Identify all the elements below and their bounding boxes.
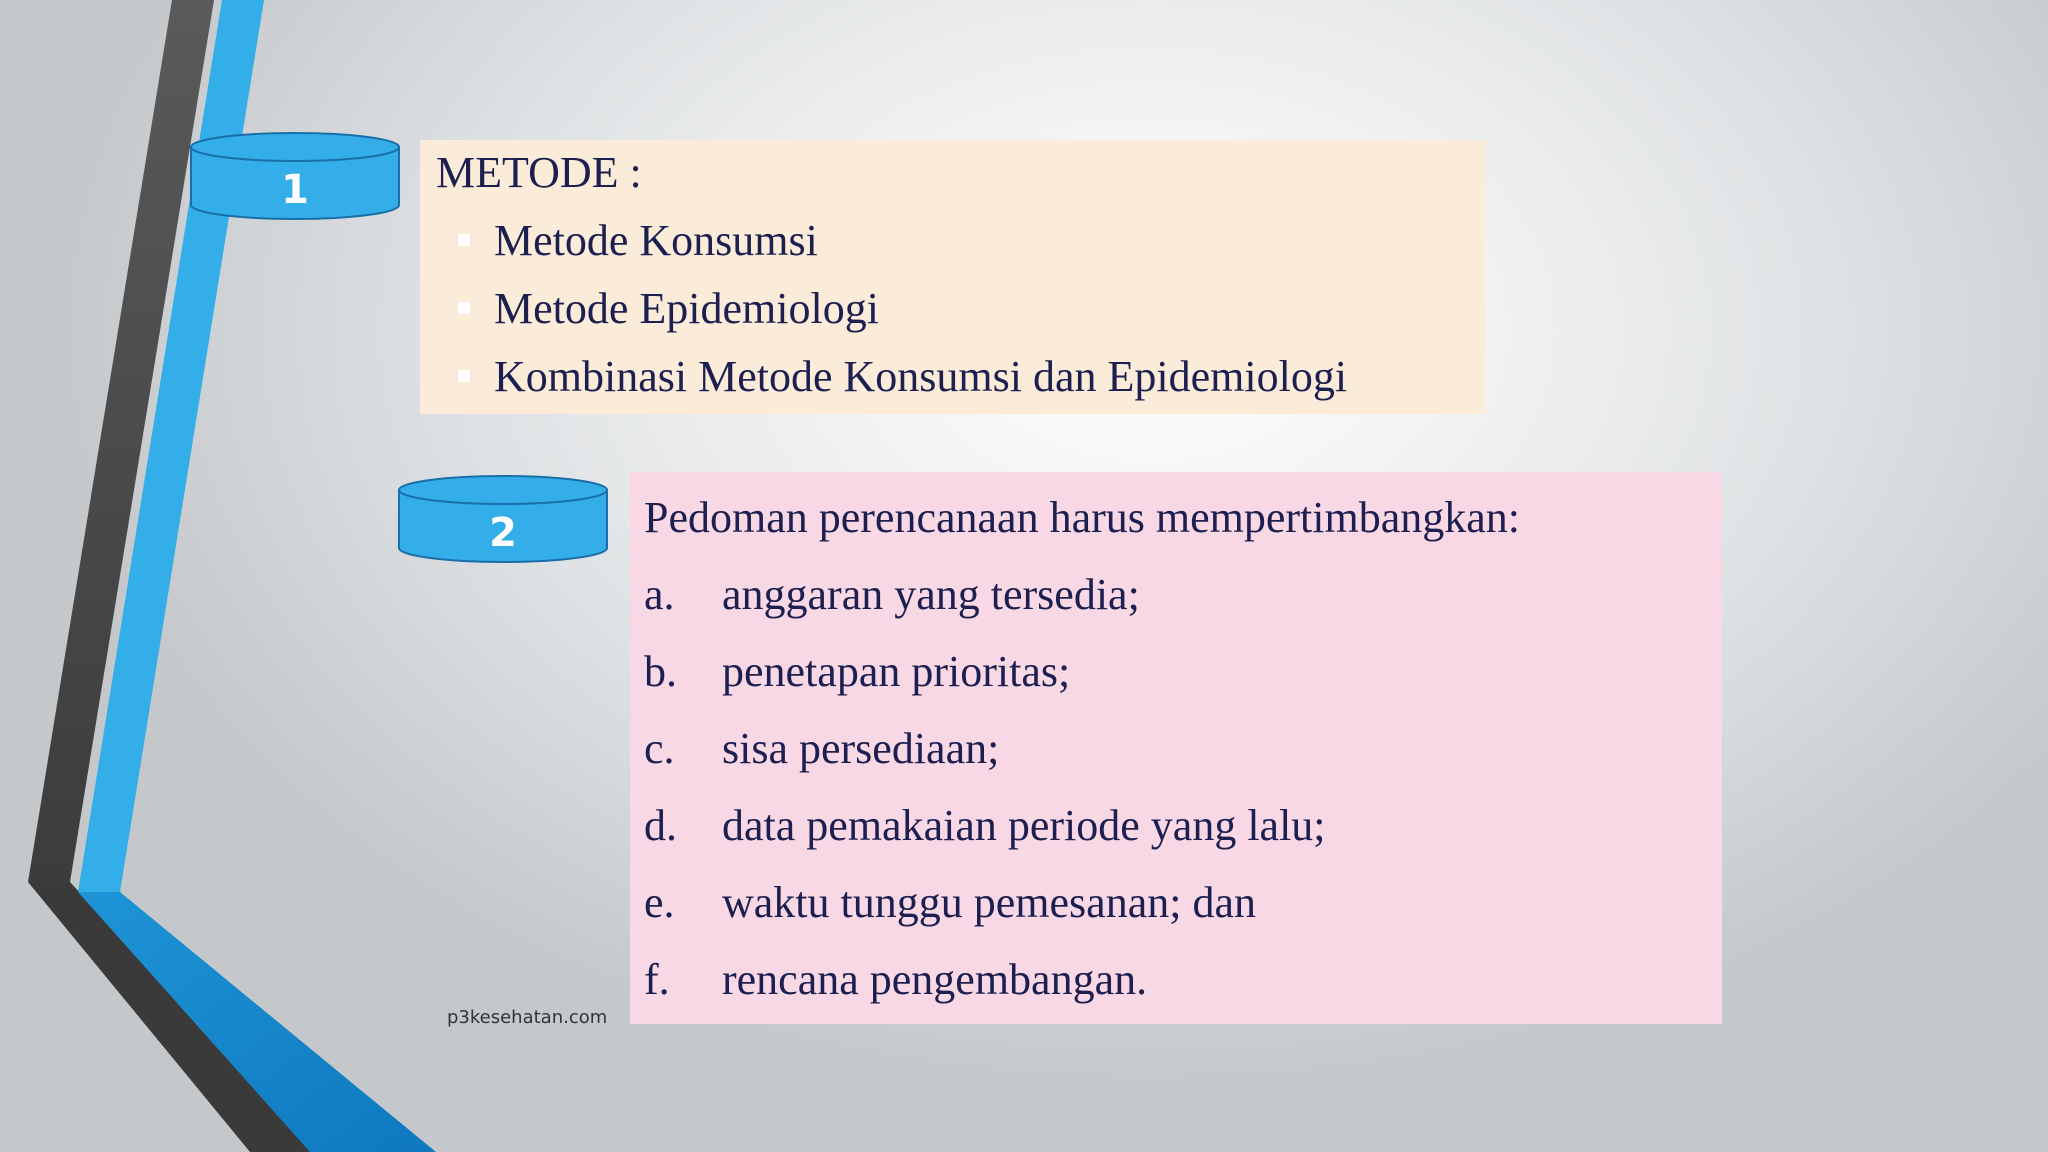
methods-box bbox=[420, 140, 1486, 414]
badge-number: 2 bbox=[489, 510, 517, 556]
methods-list-item: Metode Epidemiologi bbox=[436, 282, 1470, 336]
list-marker: b. bbox=[644, 647, 677, 696]
guideline-text: penetapan prioritas; bbox=[722, 647, 1071, 696]
guidelines-heading: Pedoman perencanaan harus mempertimbangkan: bbox=[644, 493, 1521, 542]
watermark-text: p3kesehatan.com bbox=[447, 1007, 608, 1028]
methods-heading: METODE : bbox=[436, 148, 642, 197]
guideline-text: data pemakaian periode yang lalu; bbox=[722, 801, 1326, 850]
number-badge-2 bbox=[396, 471, 610, 567]
list-marker: c. bbox=[644, 724, 675, 773]
guideline-item bbox=[644, 954, 1708, 1006]
guideline-text: rencana pengembangan. bbox=[722, 955, 1148, 1004]
methods-list-item: Kombinasi Metode Konsumsi dan Epidemiologi bbox=[436, 350, 1470, 404]
guideline-text: anggaran yang tersedia; bbox=[722, 570, 1140, 619]
badge-number: 1 bbox=[281, 167, 309, 213]
guideline-text: waktu tunggu pemesanan; dan bbox=[722, 878, 1256, 927]
list-marker: f. bbox=[644, 955, 670, 1004]
guideline-item bbox=[644, 877, 1708, 929]
guideline-item bbox=[644, 569, 1708, 621]
list-marker: d. bbox=[644, 801, 677, 850]
guideline-item bbox=[644, 800, 1708, 852]
gray-stripe-lower bbox=[28, 882, 316, 1152]
list-marker: a. bbox=[644, 570, 675, 619]
list-marker: e. bbox=[644, 878, 675, 927]
guideline-item bbox=[644, 723, 1708, 775]
square-bullet-icon bbox=[458, 370, 470, 382]
methods-list-item: Metode Konsumsi bbox=[436, 214, 1470, 268]
guideline-text: sisa persediaan; bbox=[722, 724, 1000, 773]
number-badge-1 bbox=[188, 128, 402, 224]
square-bullet-icon bbox=[458, 302, 470, 314]
guidelines-box bbox=[630, 472, 1722, 1024]
guideline-item bbox=[644, 646, 1708, 698]
square-bullet-icon bbox=[458, 234, 470, 246]
